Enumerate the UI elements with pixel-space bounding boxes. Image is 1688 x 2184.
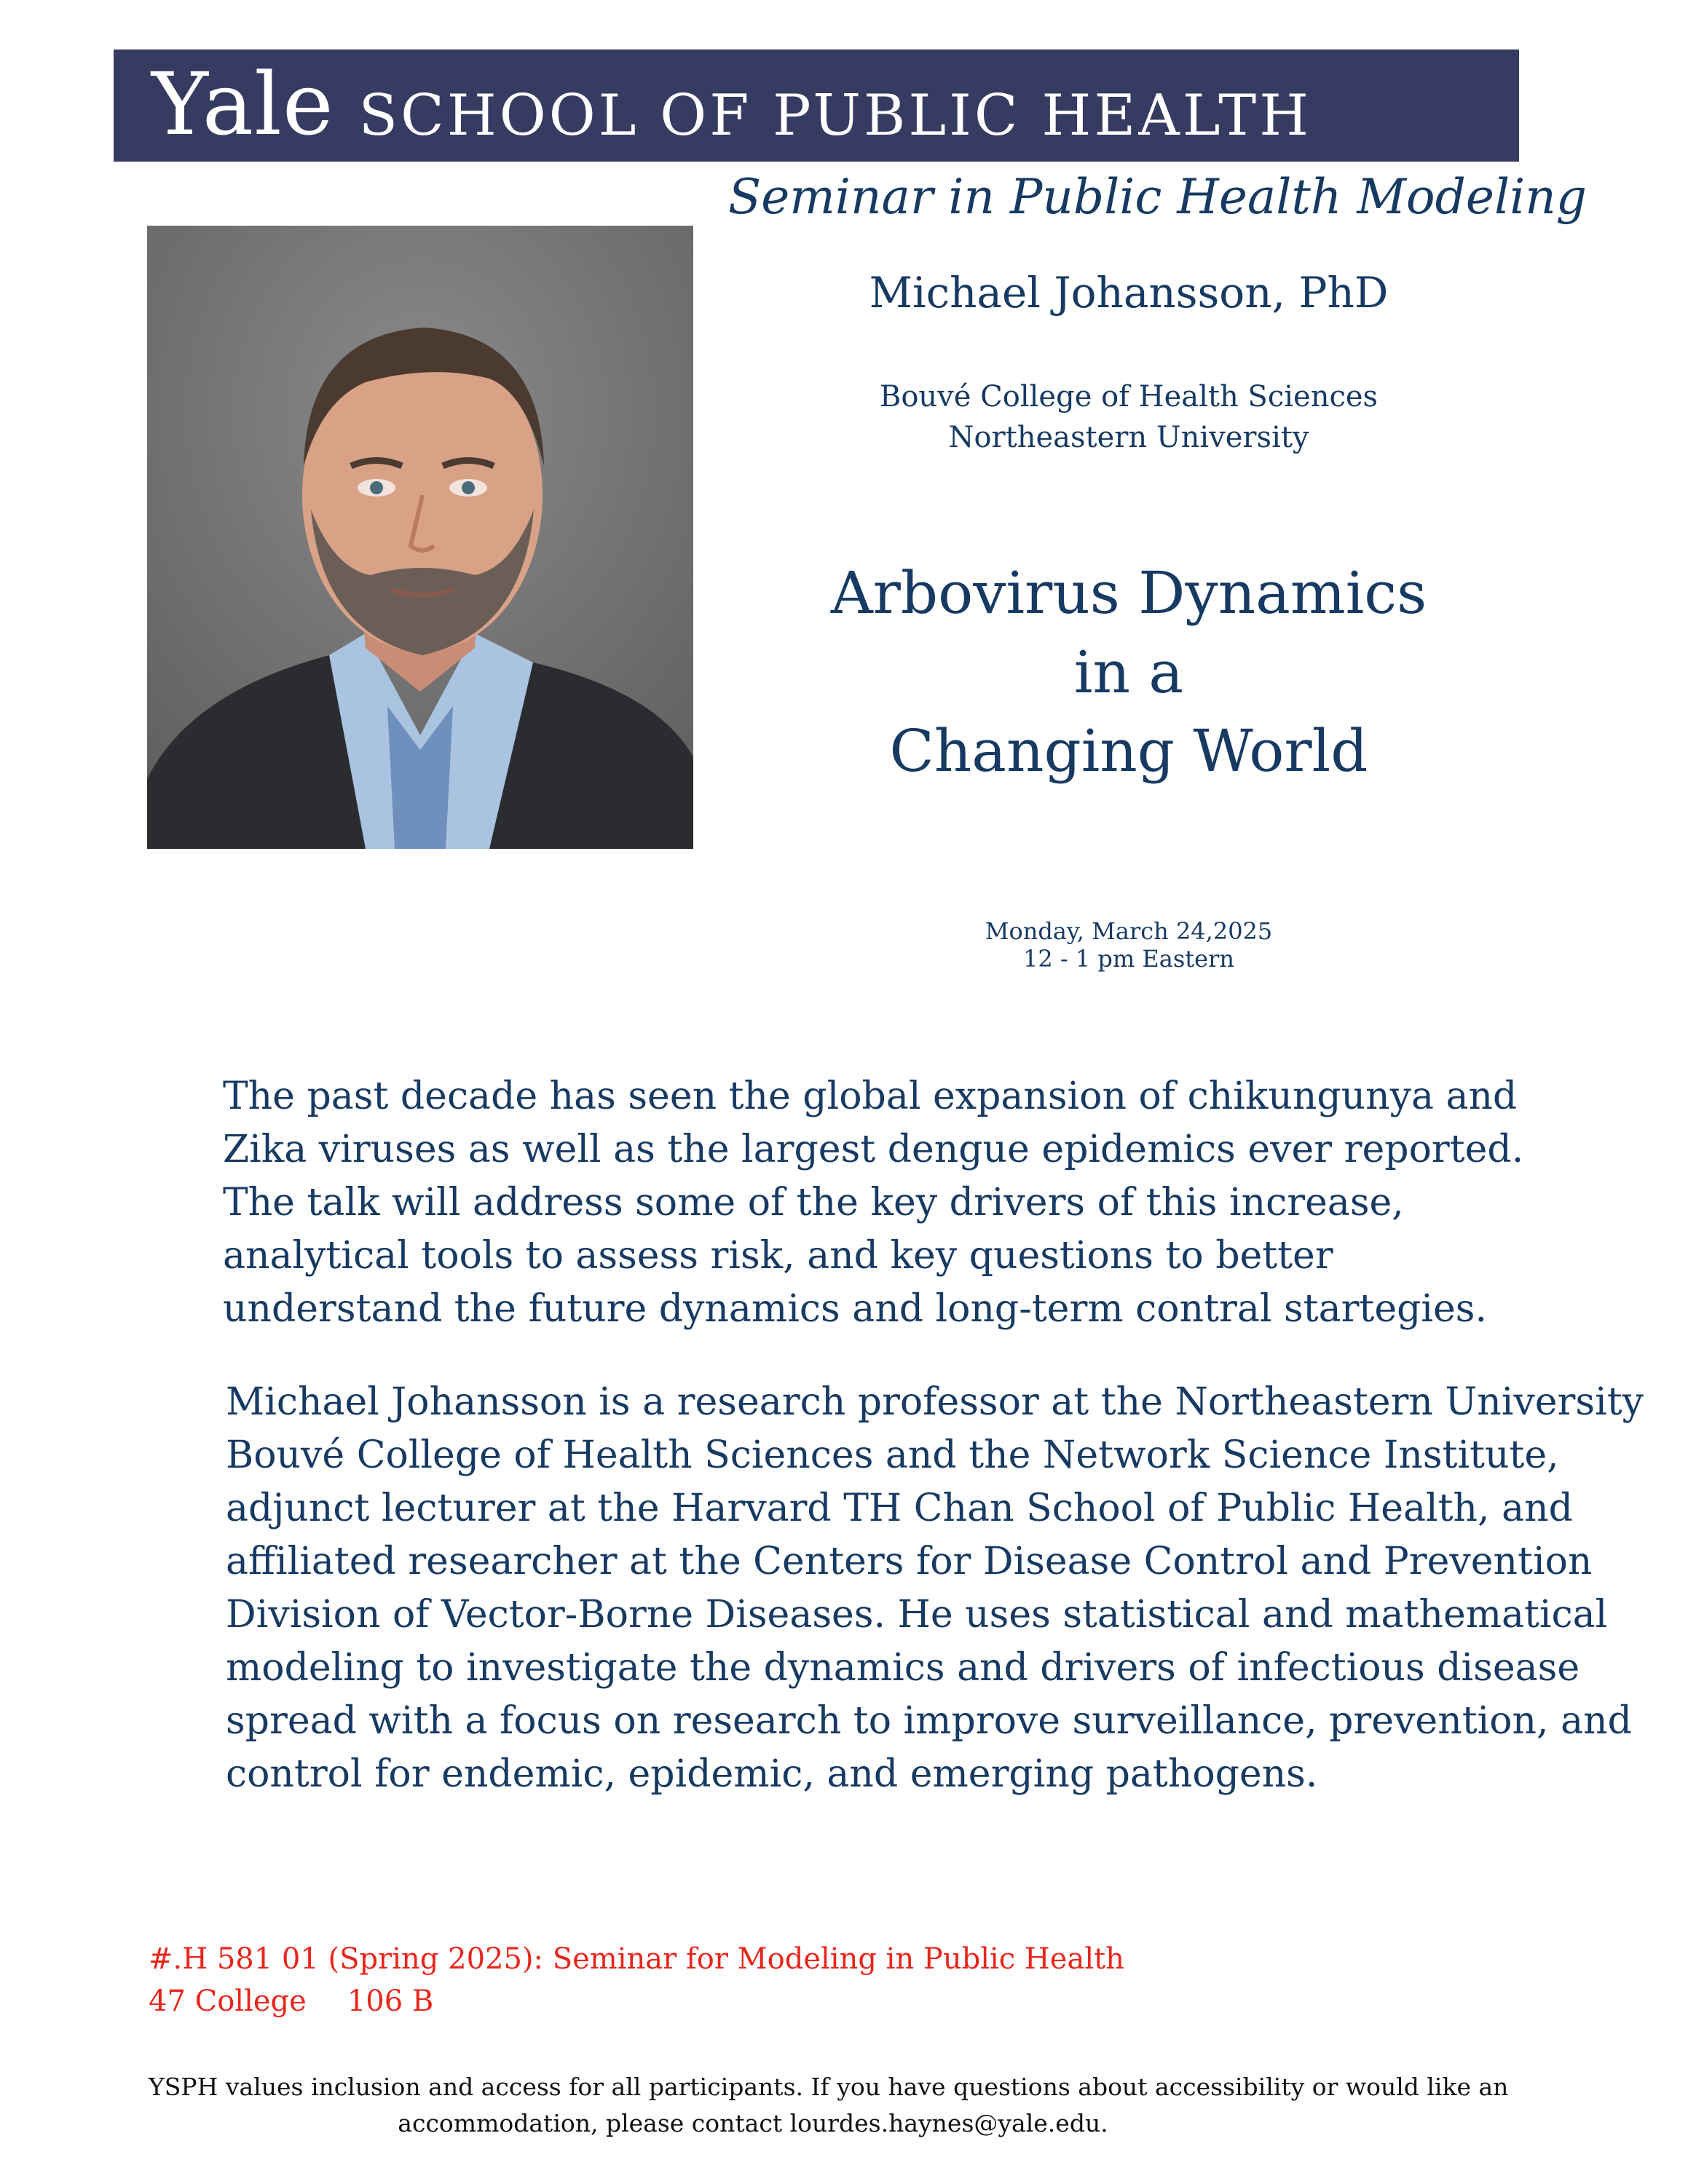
course-room: 106 B [347,1985,434,2018]
speaker-photo [147,226,693,849]
accessibility-note [149,2069,1509,2142]
talk-title-line-2: in a [1073,638,1184,706]
course-number: #.H 581 01 (Spring 2025): Seminar for Modeling in Public Health [149,1942,1124,1976]
course-building: 47 College [149,1985,307,2018]
bio-line: spread with a focus on research to improve surveillance, prevention, and [226,1699,1632,1743]
speaker-bio [226,1376,1644,1801]
school-name: SCHOOL OF PUBLIC HEALTH [358,83,1312,149]
accessibility-line-2: accommodation, please contact lourdes.haynes@yale.edu. [398,2109,1108,2137]
speaker-name: Michael Johansson, PhD [869,268,1389,317]
abstract-line: Zika viruses as well as the largest dengue epidemics ever reported. [223,1128,1524,1171]
accessibility-line-1: YSPH values inclusion and access for all participants. If you have questions about accessibility or would like an [149,2073,1509,2101]
abstract-line: The talk will address some of the key drivers of this increase, [223,1181,1404,1224]
bio-line: Bouvé College of Health Sciences and the Network Science Institute, [226,1433,1559,1477]
header-banner [114,50,1519,162]
bio-line: control for endemic, epidemic, and emerging pathogens. [226,1752,1318,1796]
course-info [149,1938,1124,2022]
bio-line: Michael Johansson is a research professor at the Northeastern University [226,1380,1644,1424]
bio-line: affiliated researcher at the Centers for Disease Control and Prevention [226,1540,1593,1583]
talk-title-line-1: Arbovirus Dynamics [830,559,1427,627]
speaker-portrait-image [147,226,693,849]
talk-date: Monday, March 24,2025 [985,917,1273,945]
speaker-affiliation-university: Northeastern University [948,421,1309,454]
yale-wordmark: Yale [151,54,334,154]
abstract-line: analytical tools to assess risk, and key questions to better [223,1234,1333,1278]
speaker-affiliation-college: Bouvé College of Health Sciences [879,380,1379,414]
talk-time: 12 - 1 pm Eastern [1023,945,1234,973]
seminar-series-title: Seminar in Public Health Modeling [728,169,1587,225]
abstract-line: The past decade has seen the global expansion of chikungunya and [223,1075,1518,1118]
talk-abstract [223,1070,1524,1336]
bio-line: modeling to investigate the dynamics and drivers of infectious disease [226,1646,1580,1690]
bio-line: adjunct lecturer at the Harvard TH Chan School of Public Health, and [226,1487,1573,1530]
abstract-line: understand the future dynamics and long-term contral startegies. [223,1287,1488,1331]
course-location [149,1980,1124,2022]
talk-title-line-3: Changing World [889,717,1368,785]
bio-line: Division of Vector-Borne Diseases. He uses statistical and mathematical [226,1593,1608,1637]
